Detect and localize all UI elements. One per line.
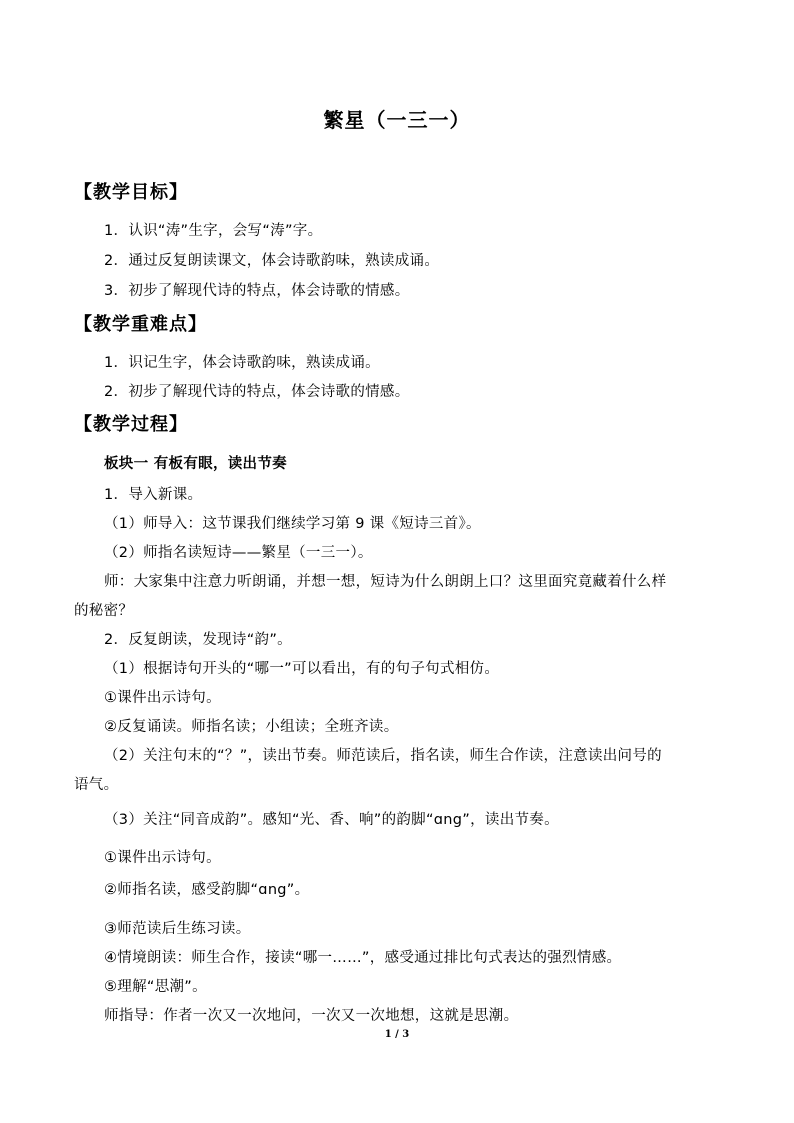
goal-item-3: 3．初步了解现代诗的特点，体会诗歌的情感。 [104,283,410,299]
process-line: ①课件出示诗句。 [104,690,221,706]
key-point-item-1: 1．识记生字，体会诗歌韵味，熟读成诵。 [104,355,380,371]
process-line: ⑤理解“思潮”。 [104,979,207,995]
process-line: 1．导入新课。 [104,487,203,503]
process-line: （2）师指名读短诗——繁星（一三一）。 [104,545,373,561]
section-heading-process: 【教学过程】 [74,414,188,435]
process-line: 的秘密？ [74,603,134,619]
process-line: ②师指名读，感受韵脚“ɑng”。 [104,882,310,898]
key-point-item-2: 2．初步了解现代诗的特点，体会诗歌的情感。 [104,384,410,400]
process-line: （2）关注句末的“？”，读出节奏。师范读后，指名读，师生合作读，注意读出问号的 [104,748,662,764]
process-line: 语气。 [74,777,119,793]
process-line: ④情境朗读：师生合作，接读“哪一……”，感受通过排比句式表达的强烈情感。 [104,950,622,966]
goal-item-2: 2．通过反复朗读课文，体会诗歌韵味，熟读成诵。 [104,253,440,269]
process-line: （1）根据诗句开头的“哪一”可以看出，有的句子句式相仿。 [104,661,500,677]
process-line: ②反复诵读。师指名读；小组读；全班齐读。 [104,719,399,735]
process-line: （3）关注“同音成韵”。感知“光、香、响”的韵脚“ɑng”，读出节奏。 [104,812,559,828]
process-line: ③师范读后生练习读。 [104,921,251,937]
section-heading-goals: 【教学目标】 [74,182,188,203]
process-line: ①课件出示诗句。 [104,850,221,866]
process-block-title: 板块一 有板有眼，读出节奏 [104,456,287,472]
process-line: 师：大家集中注意力听朗诵，并想一想，短诗为什么朗朗上口？这里面究竟藏着什么样 [104,574,667,590]
goal-item-1: 1．认识“涛”生字，会写“涛”字。 [104,223,323,239]
process-line: 2．反复朗读，发现诗“韵”。 [104,632,292,648]
document-title: 繁星（一三一） [323,108,471,132]
process-line: 师指导：作者一次又一次地问，一次又一次地想，这就是思潮。 [104,1008,519,1024]
page-number: 1 / 3 [384,1029,410,1040]
section-heading-key-points: 【教学重难点】 [74,314,207,335]
process-line: （1）师导入：这节课我们继续学习第 9 课《短诗三首》。 [104,516,481,532]
